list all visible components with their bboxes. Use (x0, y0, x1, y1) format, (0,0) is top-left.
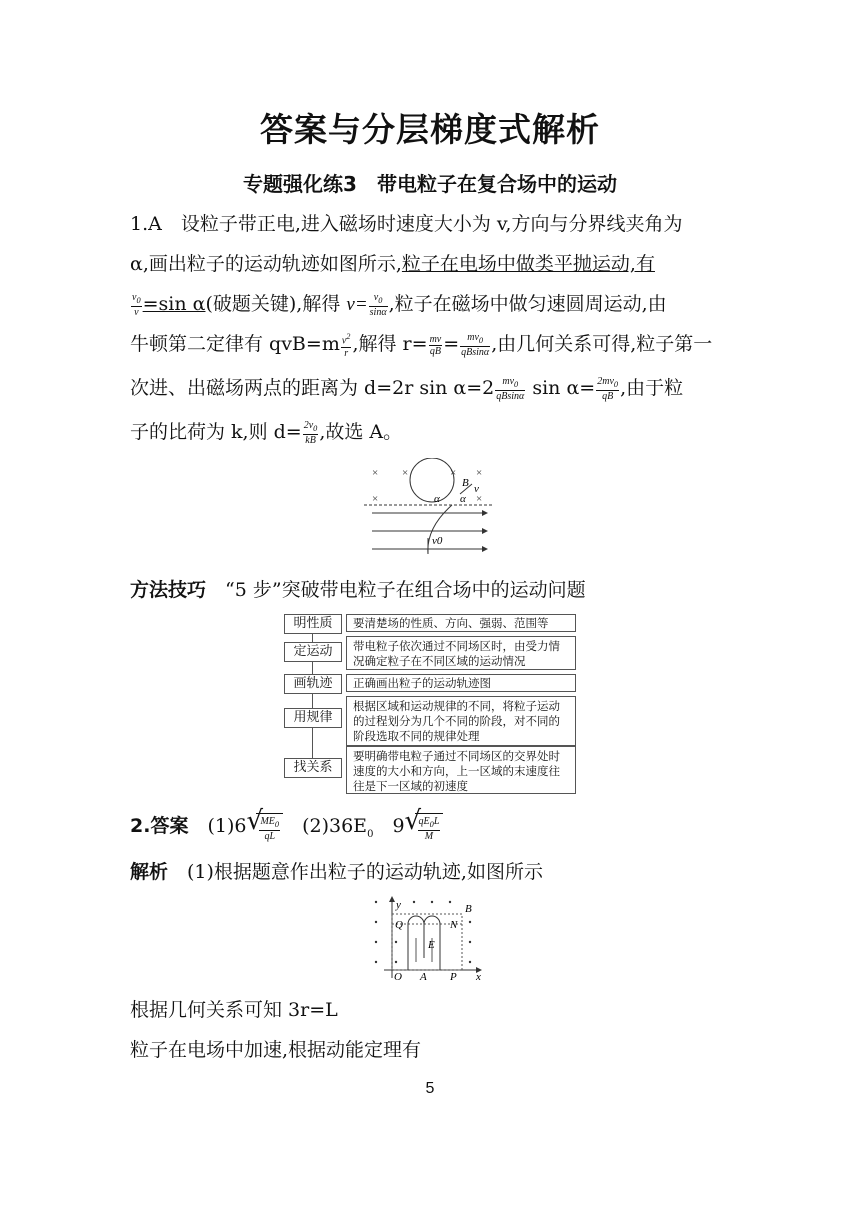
q2-part-2: (2)36E (283, 815, 368, 837)
section-subtitle: 专题强化练3 带电粒子在复合场中的运动 (243, 172, 617, 196)
label-A: A (420, 971, 427, 982)
flow-step-1-text: 要清楚场的性质、方向、强弱、范围等 (346, 614, 576, 632)
q1-line-2a: α,画出粒子的运动轨迹如图所示, (130, 253, 402, 275)
svg-text:×: × (476, 493, 483, 505)
field-dots (375, 901, 471, 963)
svg-text:×: × (476, 467, 483, 479)
q1-key-note: (破题关键),解得 (205, 293, 347, 315)
flow-step-3-key: 画轨迹 (284, 674, 342, 694)
q1-line-4a: 牛顿第二定律有 qvB=m (130, 333, 340, 355)
flow-step-5-text: 要明确带电粒子通过不同场区的交界处时速度的大小和方向，上一区域的末速度往往是下一区域的初速度 (346, 746, 576, 794)
q2-part-3: 9 (373, 815, 405, 837)
svg-text:×: × (402, 467, 409, 479)
label-alpha-2: α (460, 493, 466, 505)
flow-step-2-key: 定运动 (284, 642, 342, 662)
q1-sin-eq: =sin α (142, 293, 206, 315)
q2-analysis-heading (130, 858, 543, 886)
svg-text:×: × (372, 467, 379, 479)
trajectory-figure-2 (370, 896, 486, 982)
flow-step-5-key: 找关系 (284, 758, 342, 778)
label-O: O (394, 971, 402, 982)
label-P: P (450, 971, 457, 982)
q2-part-1: (1)6 (188, 815, 247, 837)
q2-answer-label: 2.答案 (130, 815, 189, 837)
trajectory-figure-1 (364, 458, 494, 560)
q1-line-5b: sin α= (526, 377, 596, 399)
analysis-text: (1)根据题意作出粒子的运动轨迹,如图所示 (168, 861, 543, 883)
label-E: E (428, 939, 435, 951)
circular-path (410, 458, 457, 502)
method-text: “5 步”突破带电粒子在组合场中的运动问题 (206, 579, 586, 601)
q2-answer-line: 2.答案 (1)6 √ $\frac{ME_0}{qL}$ $(2)36E_0$ 9 √ $\frac{qE_0L}{M}$ (130, 812, 443, 849)
q1-line-1: 1.A 设粒子带正电,进入磁场时速度大小为 v,方向与分界线夹角为 (130, 213, 683, 235)
q1-line-4b: ,解得 r= (352, 333, 428, 355)
label-N: N (450, 919, 458, 931)
q2-line-geometry: 根据几何关系可知 3r=L (130, 999, 338, 1021)
q1-underlined-key: 粒子在电场中做类平抛运动,有 (401, 253, 655, 275)
flow-step-4-text: 根据区域和运动规律的不同，将粒子运动的过程划分为几个不同的阶段，对不同的阶段选取不同的规律处理 (346, 696, 576, 746)
q1-line-4c: ,由几何关系可得,粒子第一 (491, 333, 713, 355)
flow-step-4-key: 用规律 (284, 708, 342, 728)
svg-text:×: × (450, 467, 457, 479)
flow-step-3-text: 正确画出粒子的运动轨迹图 (346, 674, 576, 692)
q1-line-2 (130, 250, 655, 278)
method-heading (130, 576, 586, 604)
svg-text:×: × (372, 493, 379, 505)
flow-step-1-key: 明性质 (284, 614, 342, 634)
label-B: B (462, 477, 469, 489)
label-v0: v0 (432, 535, 443, 547)
method-label: 方法技巧 (130, 579, 207, 601)
q1-line-6b: ,故选 A。 (319, 421, 403, 443)
q1-line-5c: ,由于粒 (620, 377, 684, 399)
q1-line-5: 次进、出磁场两点的距离为 d=2r sin α=2 $\frac{mv_0}{qBsin\alpha}$ sin α= $\frac{2mv_0}{qB}$ ,由于粒 (130, 376, 684, 402)
label-v: v (474, 483, 479, 495)
q1-line-3: $\frac{v_0}{v}$ =sin α(破题关键),解得 v= $\frac{v_0}{\sin\alpha}$ ,粒子在磁场中做匀速圆周运动,由 (132, 292, 667, 318)
q1-line-6a: 子的比荷为 k,则 d= (130, 421, 302, 443)
label-B: B (465, 903, 472, 915)
q2-line-energy: 粒子在电场中加速,根据动能定理有 (130, 1039, 422, 1061)
label-Q: Q (395, 919, 403, 931)
q1-line-5a: 次进、出磁场两点的距离为 d=2r sin α=2 (130, 377, 495, 399)
flow-step-2-text: 带电粒子依次通过不同场区时，由受力情况确定粒子在不同区域的运动情况 (346, 636, 576, 670)
label-alpha-1: α (434, 493, 440, 505)
page-number: 5 (425, 1080, 435, 1097)
label-x: x (476, 971, 481, 982)
q1-line-6: 子的比荷为 k,则 d= $\frac{2v_0}{kB}$ ,故选 A。 (130, 420, 403, 446)
analysis-label: 解析 (130, 861, 169, 883)
label-y: y (396, 899, 401, 911)
page-title: 答案与分层梯度式解析 (260, 110, 600, 149)
q1-line-3c: ,粒子在磁场中做匀速圆周运动,由 (388, 293, 667, 315)
q1-line-4: 牛顿第二定律有 qvB=m $\frac{v^2}{r}$ ,解得 r= $\frac{mv}{qB}$ = $\frac{mv_0}{qBsin\alpha}$ ,由几何关系可得,粒子第一 (130, 332, 713, 359)
method-flowchart (284, 612, 576, 794)
electric-field-lines (372, 513, 482, 549)
